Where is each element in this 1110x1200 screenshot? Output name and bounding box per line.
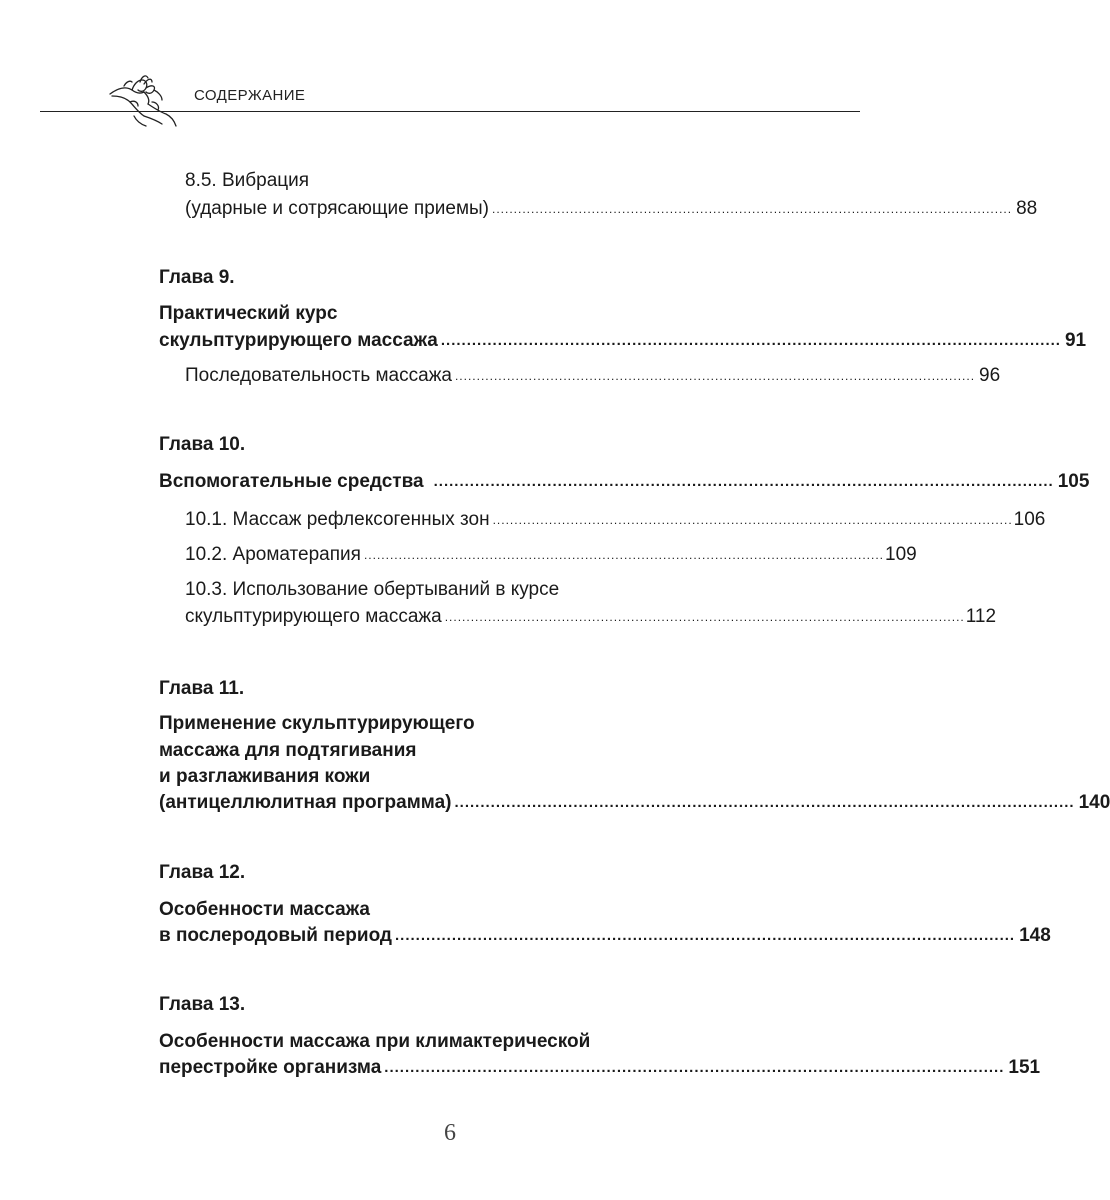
chapter-heading: Глава 9. [159,267,235,288]
toc-entry-ch11 [159,790,1110,816]
toc-entry-title: 10.1. Массаж рефлексогенных зон [185,509,490,530]
toc-page-number: 148 [1019,925,1051,946]
toc-entry-title: перестройке организма [159,1057,382,1078]
toc-entry-10-3-line1: 10.3. Использование обертываний в курсе [185,579,560,600]
chapter-title-line: Особенности массажа [159,899,370,920]
dot-leader: ........................................................................................................................ [433,473,1054,490]
toc-entry-title: Вспомогательные средства [159,471,424,492]
chapter-heading: Глава 12. [159,862,246,883]
toc-page-number: 105 [1057,471,1090,492]
toc-entry-10-1 [185,507,1046,533]
hands-massage-icon [104,72,180,130]
toc-entry-title: скульптурирующего массажа [159,330,438,351]
toc-entry-ch9 [159,328,1087,354]
dot-leader: ........................................................................................................................ [454,794,1075,811]
toc-page-number: 112 [965,606,997,627]
toc-page-number: 151 [1008,1057,1041,1078]
toc-page-number: 106 [1013,509,1046,530]
toc-entry-title: Последовательность массажа [185,365,452,386]
toc-entry-title: в послеродовый период [159,925,392,946]
page-header [0,0,900,130]
chapter-title-line: Особенности массажа при климактерической [159,1031,591,1052]
toc-page-number: 109 [885,544,917,565]
toc-entry-title: скульптурирующего массажа [185,606,442,627]
section-title: СОДЕРЖАНИЕ [194,87,306,104]
header-divider [40,111,860,112]
toc-entry-title: (ударные и сотрясающие приемы) [185,198,489,219]
chapter-heading: Глава 10. [159,434,246,455]
toc-page-number: 140 [1078,792,1110,813]
chapter-heading: Глава 13. [159,994,246,1015]
toc-entry-ch10 [159,469,1090,495]
toc-entry-title: 10.2. Ароматерапия [185,544,361,565]
dot-leader: ........................................................................................................................ [394,927,1016,944]
toc-entry-title: (антицеллюлитная программа) [159,792,452,813]
chapter-title-line: Применение скульптурирующего [159,713,475,734]
toc-page-number: 91 [1064,330,1087,351]
dot-leader: ........................................................................................................................ [384,1059,1005,1076]
toc-entry-ch12 [159,923,1051,949]
toc-page-number: 88 [1016,198,1038,219]
chapter-title-line: Практический курс [159,303,338,324]
chapter-title-line: массажа для подтягивания [159,740,417,761]
chapter-title-line: и разглаживания кожи [159,766,371,787]
dot-leader: ........................................................................................................................ [492,202,1013,216]
toc-entry-8-5 [185,196,1038,222]
page-number: 6 [444,1120,456,1146]
dot-leader: ........................................................................................................................ [492,513,1013,527]
dot-leader: ........................................................................................................................ [363,548,885,562]
toc-page-number: 96 [979,365,1001,386]
dot-leader: ........................................................................................................................ [454,369,976,383]
dot-leader: ........................................................................................................................ [444,610,965,624]
toc-entry-ch13 [159,1055,1041,1081]
toc-entry-ch9-sub [185,363,1001,389]
toc-entry-8-5-line1: 8.5. Вибрация [185,170,310,191]
toc-entry-10-2 [185,542,917,568]
toc-entry-10-3 [185,604,997,630]
chapter-heading: Глава 11. [159,678,245,699]
dot-leader: ........................................................................................................................ [440,332,1061,349]
